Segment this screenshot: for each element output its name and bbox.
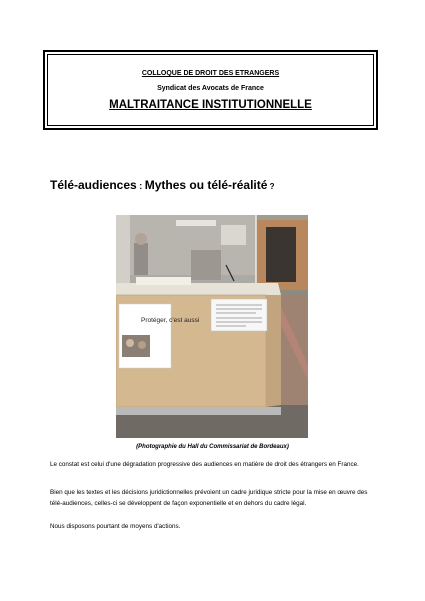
- header-box: [43, 50, 378, 130]
- page-title: [50, 178, 275, 192]
- paragraph-3: Nous disposons pourtant de moyens d'actions.: [50, 523, 181, 530]
- title-main: Télé-audiences: [50, 178, 137, 192]
- title-rest: Mythes ou télé-réalité: [144, 178, 268, 192]
- title-separator: :: [136, 181, 145, 191]
- paragraph-2: Bien que les textes et les décisions juridictionnelles prévoient un cadre juridique stricte pour la mise en œuvre des télé-audiences, celles-ci se développent de façon exponentielle et en dehors du cadre légal.: [50, 489, 368, 507]
- colloquium-title: COLLOQUE DE DROIT DES ETRANGERS: [141, 70, 280, 77]
- poster-text: Protéger, c'est aussi: [141, 317, 200, 324]
- organization-name: Syndicat des Avocats de France: [157, 85, 264, 92]
- paragraph-1: Le constat est celui d'une dégradation progressive des audiences en matière de droit des étrangers en France.: [50, 461, 359, 468]
- title-question-mark: ?: [267, 182, 275, 191]
- photo-caption: (Photographie du Hall du Commissariat de Bordeaux): [136, 444, 289, 450]
- document-theme: MALTRAITANCE INSTITUTIONNELLE: [109, 99, 312, 111]
- photo-commissariat-hall: [116, 215, 308, 438]
